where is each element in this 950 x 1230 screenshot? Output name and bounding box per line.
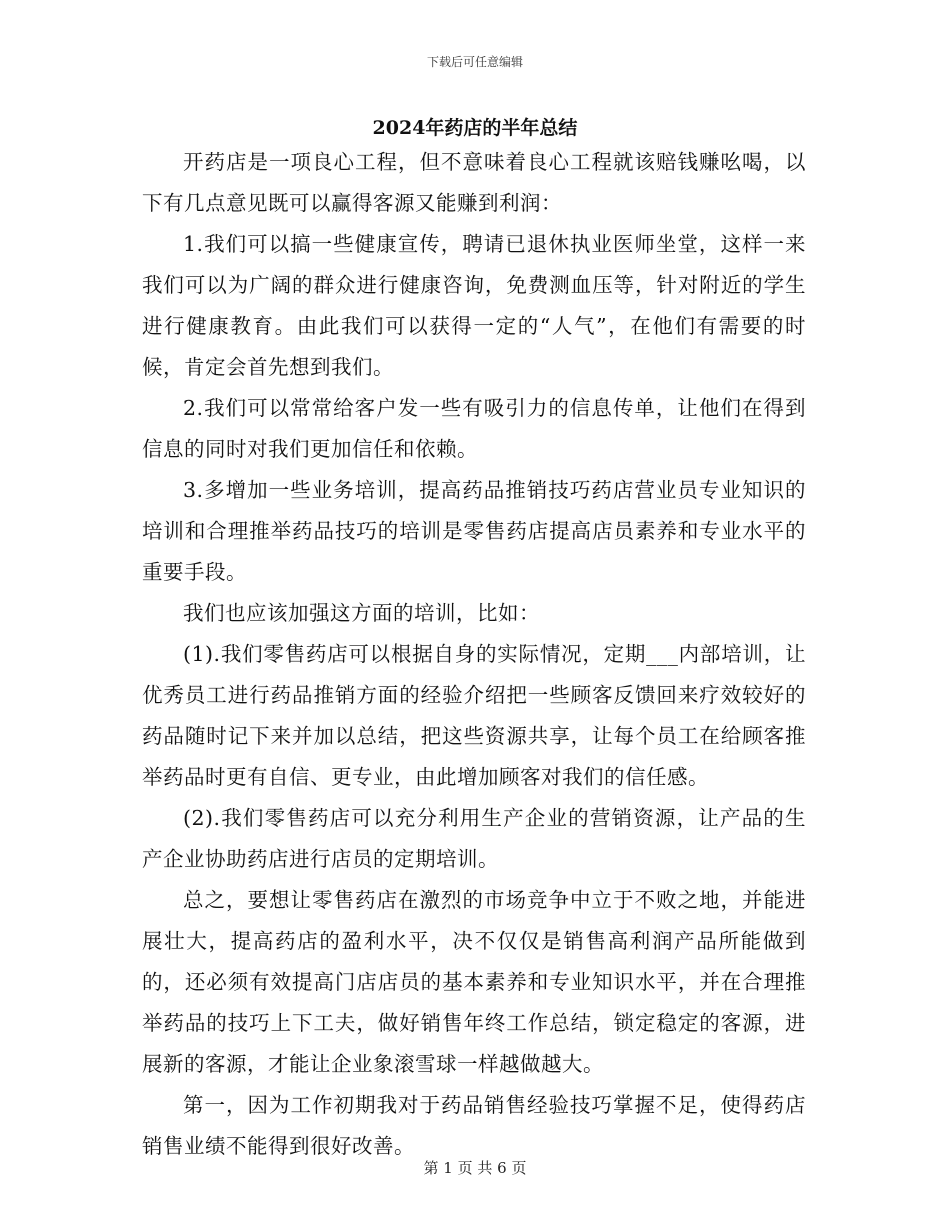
paragraph: 我们也应该加强这方面的培训，比如： bbox=[183, 601, 540, 625]
document-title: 2024年药店的半年总结 bbox=[372, 117, 578, 139]
paragraph: 第一，因为工作初期我对于药品销售经验技巧掌握不足，使得药店销售业绩不能得到很好改善。 bbox=[142, 1093, 806, 1158]
paragraph: 1.我们可以搞一些健康宣传，聘请已退休执业医师坐堂，这样一来我们可以为广阔的群众进行健康咨询，免费测血压等，针对附近的学生进行健康教育。由此我们可以获得一定的“人气”，在他们有需要的时候，肯定会首先想到我们。 bbox=[142, 232, 806, 379]
paragraph: (2).我们零售药店可以充分利用生产企业的营销资源，让产品的生产企业协助药店进行店员的定期培训。 bbox=[142, 806, 806, 871]
paragraph: 3.多增加一些业务培训，提高药品推销技巧药店营业员专业知识的培训和合理推举药品技巧的培训是零售药店提高店员素养和专业水平的重要手段。 bbox=[142, 478, 806, 584]
paragraph: 开药店是一项良心工程，但不意味着良心工程就该赔钱赚吆喝，以下有几点意见既可以赢得客源又能赚到利润： bbox=[142, 150, 806, 215]
paragraph: (1).我们零售药店可以根据自身的实际情况，定期___内部培训，让优秀员工进行药品推销方面的经验介绍把一些顾客反馈回来疗效较好的药品随时记下来并加以总结，把这些资源共享，让每个员工在给顾客推举药品时更有自信、更专业，由此增加顾客对我们的信任感。 bbox=[142, 642, 806, 789]
document-body bbox=[142, 142, 806, 1167]
page-number-footer: 第 1 页 共 6 页 bbox=[423, 1159, 527, 1177]
paragraph: 总之，要想让零售药店在激烈的市场竞争中立于不败之地，并能进展壮大，提高药店的盈利水平，决不仅仅是销售高利润产品所能做到的，还必须有效提高门店店员的基本素养和专业知识水平，并在合理推举药品的技巧上下工夫，做好销售年终工作总结，锁定稳定的客源，进展新的客源，才能让企业象滚雪球一样越做越大。 bbox=[142, 888, 806, 1076]
header-note: 下载后可任意编辑 bbox=[426, 55, 523, 69]
paragraph: 2.我们可以常常给客户发一些有吸引力的信息传单，让他们在得到信息的同时对我们更加信任和依赖。 bbox=[142, 396, 806, 461]
